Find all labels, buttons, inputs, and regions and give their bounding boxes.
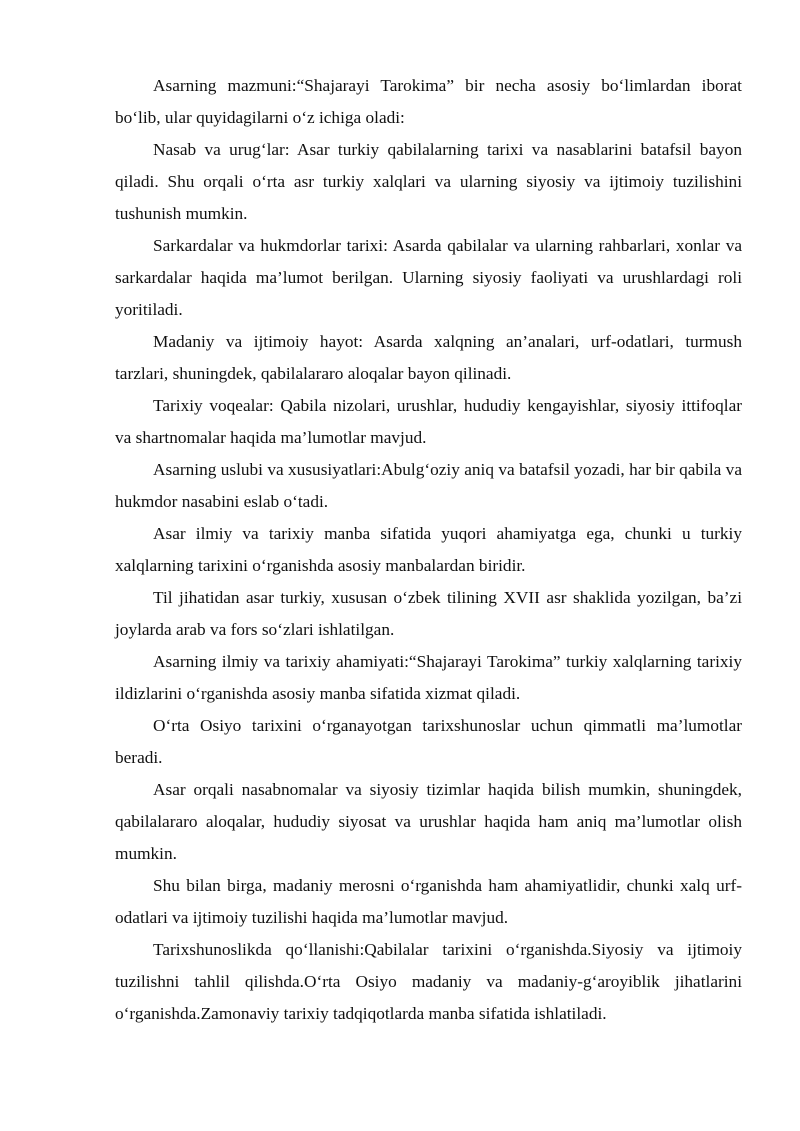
paragraph-cultural-heritage: Shu bilan birga, madaniy merosni o‘rganishda ham ahamiyatlidir, chunki xalq urf-odatlari va ijtimoiy tuzilishi haqida ma’lumotlar mavjud. [115,876,742,927]
paragraph-lineage: Nasab va urug‘lar: Asar turkiy qabilalarning tarixi va nasablarini batafsil bayon qiladi. Shu orqali o‘rta asr turkiy xalqlari va ularning siyosiy va ijtimoiy tuzilishini tushunish mumkin. [115,140,742,223]
paragraph-genealogies: Asar orqali nasabnomalar va siyosiy tizimlar haqida bilish mumkin, shuningdek, qabilalararo aloqalar, hududiy siyosat va urushlar haqida ham aniq ma’lumotlar olish mumkin. [115,780,742,863]
paragraph-central-asia: O‘rta Osiyo tarixini o‘rganayotgan tarixshunoslar uchun qimmatli ma’lumotlar beradi. [115,716,742,767]
paragraph-content-intro: Asarning mazmuni:“Shajarayi Tarokima” bir necha asosiy bo‘limlardan iborat bo‘lib, ular quyidagilarni o‘z ichiga oladi: [115,76,742,127]
paragraph-historical-events: Tarixiy voqealar: Qabila nizolari, urushlar, hududiy kengayishlar, siyosiy ittifoqlar va shartnomalar haqida ma’lumotlar mavjud. [115,396,742,447]
paragraph-style: Asarning uslubi va xususiyatlari:Abulg‘oziy aniq va batafsil yozadi, har bir qabila va hukmdor nasabini eslab o‘tadi. [115,460,742,511]
paragraph-scientific-value: Asar ilmiy va tarixiy manba sifatida yuqori ahamiyatga ega, chunki u turkiy xalqlarning tarixini o‘rganishda asosiy manbalardan biridir. [115,524,742,575]
paragraph-historiography-use: Tarixshunoslikda qo‘llanishi:Qabilalar tarixini o‘rganishda.Siyosiy va ijtimoiy tuzilishni tahlil qilishda.O‘rta Osiyo madaniy va madaniy-g‘aroyiblik jihatlarini o‘rganishda.Zamonaviy tarixiy tadqiqotlarda manba sifatida ishlatiladi. [115,940,742,1023]
paragraph-cultural-life: Madaniy va ijtimoiy hayot: Asarda xalqning an’analari, urf-odatlari, turmush tarzlari, shuningdek, qabilalararo aloqalar bayon qilinadi. [115,332,742,383]
paragraph-commanders: Sarkardalar va hukmdorlar tarixi: Asarda qabilalar va ularning rahbarlari, xonlar va sarkardalar haqida ma’lumot berilgan. Ularning siyosiy faoliyati va urushlardagi roli yoritiladi. [115,236,742,319]
paragraph-significance: Asarning ilmiy va tarixiy ahamiyati:“Shajarayi Tarokima” turkiy xalqlarning tarixiy ildizlarini o‘rganishda asosiy manba sifatida xizmat qiladi. [115,652,742,703]
paragraph-language: Til jihatidan asar turkiy, xususan o‘zbek tilining XVII asr shaklida yozilgan, ba’zi joylarda arab va fors so‘zlari ishlatilgan. [115,588,742,639]
document-page [115,70,742,1030]
